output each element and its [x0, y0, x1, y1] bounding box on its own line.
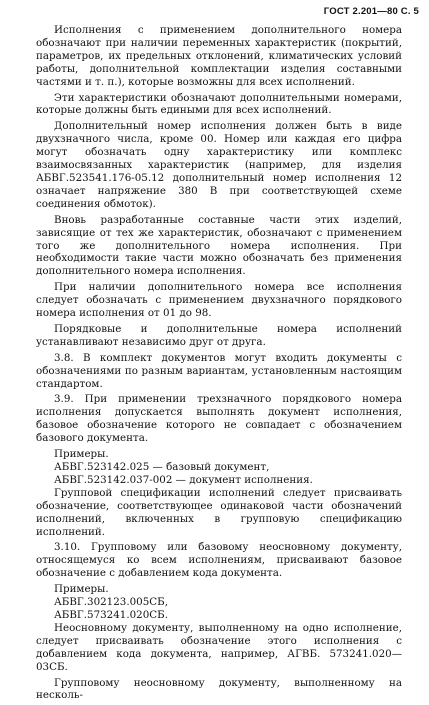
example-line: АБВГ.573241.020СБ.	[54, 608, 168, 621]
paragraph: Эти характеристики обозначают дополнительными номерами, которые должны быть едиными для всех исполнений.	[36, 91, 402, 117]
paragraph: Групповому неосновному документу, выполненному на несколь-	[36, 676, 402, 702]
paragraph: Неосновному документу, выполненному на одно исполнение, следует присваивать обозначение этого исполнения с добавлением кода документа, например, АГВБ. 573241.020—03СБ.	[36, 621, 402, 673]
examples-heading: Примеры.	[54, 583, 109, 596]
paragraph: Групповой спецификации исполнений следует присваивать обозначение, соответствующее одинаковой части обозначений исполнений, включенных в групповую спецификацию исполнений.	[36, 486, 402, 538]
example-line: АБВГ.523142.037-002 — документ исполнения.	[54, 473, 313, 486]
section-3-8: 3.8. В комплект документов могут входить документы с обозначениями по разным вариантам, установленным настоящим стандартом.	[36, 351, 402, 390]
examples-heading: Примеры.	[54, 448, 109, 461]
page-header: ГОСТ 2.201—80 С. 5	[323, 6, 419, 17]
paragraph: Исполнения с применением дополнительного номера обозначают при наличии переменных характеристик (покрытий, параметров, их предельных отклонений, климатических условий работы, дополнительной комплектации изделия составными частями и т. п.), которые возможны для всех исполнений.	[36, 24, 402, 88]
example-line: АБВГ.523142.025 — базовый документ,	[54, 461, 270, 473]
document-body	[36, 24, 402, 705]
paragraph: При наличии дополнительного номера все исполнения следует обозначать с применением двухзначного порядкового номера исполнения от 01 до 98.	[36, 281, 402, 320]
paragraph: Вновь разработанные составные части этих изделий, зависящие от тех же характеристик, обозначают с применением того же дополнительного номера исполнения. При необходимости такие части можно обозначать без применения дополнительного номера исполнения.	[36, 213, 402, 278]
section-3-9: 3.9. При применении трехзначного порядкового номера исполнения допускается выполнять документ исполнения, базовое обозначение которого не совпадает с обозначением базового документа.	[36, 393, 402, 445]
paragraph: Порядковые и дополнительные номера исполнений устанавливают независимо друг от друга.	[36, 322, 402, 348]
paragraph: Дополнительный номер исполнения должен быть в виде двухзначного числа, кроме 00. Номер или каждая его цифра могут обозначать одну характеристику или комплекс взаимосвязанных характеристик (например, для изделия АБВГ.523541.176-05.12 дополнительный номер исполнения 12 означает напряжение 380 В при соответствующей схеме соединения обмоток).	[36, 120, 402, 210]
section-3-10: 3.10. Групповому или базовому неосновному документу, относящемуся ко всем исполнениям, присваивают базовое обозначение с добавлением кода документа.	[36, 541, 402, 580]
example-line: АБВГ.302123.005СБ,	[54, 596, 168, 609]
